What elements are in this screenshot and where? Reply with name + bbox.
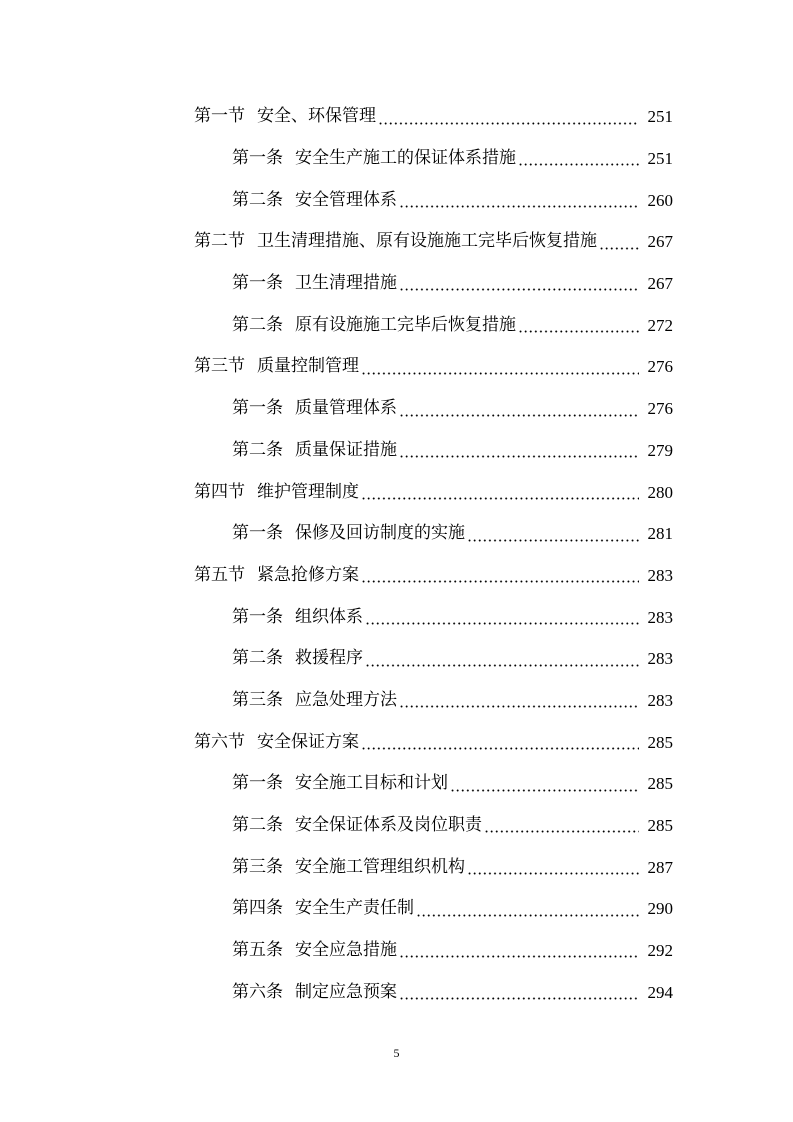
- toc-leader-dots: [399, 205, 639, 208]
- toc-entry-title: 卫生清理措施: [295, 273, 397, 294]
- toc-leader-dots: [467, 539, 639, 542]
- toc-entry-page: 283: [647, 565, 673, 585]
- toc-leader-dots: [399, 455, 639, 458]
- toc-entry[interactable]: [0, 846, 793, 888]
- toc-entry-number: 第二条: [232, 439, 283, 460]
- toc-entry-label: [232, 400, 397, 417]
- toc-entry-page: 280: [647, 482, 673, 502]
- toc-entry-page: 287: [647, 857, 673, 877]
- toc-entry-label: [232, 189, 397, 210]
- toc-entry[interactable]: [0, 96, 793, 138]
- toc-entry-title: 保修及回访制度的实施: [295, 523, 465, 544]
- toc-entry-page: 285: [647, 774, 673, 794]
- toc-entry-page: 272: [647, 315, 673, 335]
- toc-entry-label: [194, 358, 359, 375]
- toc-entry-number: 第二条: [232, 314, 283, 335]
- toc-entry-title: 质量控制管理: [257, 356, 359, 377]
- toc-leader-dots: [399, 414, 639, 417]
- toc-entry-title: 应急处理方法: [295, 689, 397, 710]
- toc-entry-label: [194, 108, 376, 125]
- toc-entry[interactable]: [0, 888, 793, 930]
- toc-leader-dots: [399, 997, 639, 1000]
- toc-entry-page: 276: [647, 357, 673, 377]
- toc-entry-page: 294: [647, 982, 673, 1002]
- toc-entry-page: 260: [647, 190, 673, 210]
- toc-entry-number: 第一条: [232, 606, 283, 627]
- toc-entry-number: 第一条: [232, 148, 283, 169]
- toc-leader-dots: [599, 247, 639, 250]
- table-of-contents: [0, 96, 793, 1013]
- toc-entry-label: [232, 942, 397, 959]
- toc-entry-number: 第六节: [194, 731, 245, 752]
- toc-leader-dots: [361, 372, 639, 375]
- toc-entry-number: 第四节: [194, 481, 245, 502]
- toc-entry-page: 267: [647, 232, 673, 252]
- toc-entry[interactable]: [0, 430, 793, 472]
- toc-entry-title: 卫生清理措施、原有设施施工完毕后恢复措施: [257, 231, 597, 252]
- toc-entry-number: 第三条: [232, 856, 283, 877]
- toc-entry-title: 安全、环保管理: [257, 106, 376, 127]
- toc-entry[interactable]: [0, 721, 793, 763]
- toc-entry-number: 第二条: [232, 815, 283, 836]
- toc-entry-number: 第一条: [232, 773, 283, 794]
- toc-leader-dots: [518, 163, 639, 166]
- toc-entry-label: [232, 856, 465, 877]
- toc-entry-page: 251: [647, 107, 673, 127]
- toc-entry[interactable]: [0, 680, 793, 722]
- toc-entry-number: 第三节: [194, 356, 245, 377]
- toc-entry[interactable]: [0, 930, 793, 972]
- toc-leader-dots: [365, 622, 639, 625]
- toc-entry-label: [232, 439, 397, 460]
- toc-entry[interactable]: [0, 513, 793, 555]
- toc-entry[interactable]: [0, 638, 793, 680]
- toc-leader-dots: [399, 288, 639, 291]
- toc-entry-title: 质量管理体系: [295, 398, 397, 419]
- toc-entry-title: 安全施工管理组织机构: [295, 856, 465, 877]
- toc-entry-title: 安全保证体系及岗位职责: [295, 815, 482, 836]
- toc-entry[interactable]: [0, 304, 793, 346]
- toc-leader-dots: [361, 497, 639, 500]
- toc-entry-page: 285: [647, 816, 673, 836]
- toc-entry-number: 第三条: [232, 689, 283, 710]
- toc-entry-page: 283: [647, 649, 673, 669]
- toc-entry-number: 第二节: [194, 231, 245, 252]
- toc-entry-page: 283: [647, 607, 673, 627]
- toc-entry-page: 281: [647, 524, 673, 544]
- toc-entry-title: 安全保证方案: [257, 731, 359, 752]
- toc-entry[interactable]: [0, 596, 793, 638]
- toc-leader-dots: [450, 789, 639, 792]
- toc-entry-number: 第五条: [232, 940, 283, 961]
- toc-entry-label: [232, 606, 363, 627]
- toc-entry-label: [194, 564, 359, 585]
- toc-entry-label: [232, 689, 397, 710]
- toc-entry[interactable]: [0, 263, 793, 305]
- toc-leader-dots: [484, 830, 639, 833]
- toc-entry-title: 安全应急措施: [295, 940, 397, 961]
- toc-leader-dots: [365, 664, 639, 667]
- toc-entry-title: 救援程序: [295, 648, 363, 669]
- toc-entry-label: [232, 650, 363, 667]
- toc-entry-page: 251: [647, 149, 673, 169]
- toc-entry-title: 安全管理体系: [295, 189, 397, 210]
- toc-entry[interactable]: [0, 471, 793, 513]
- toc-entry-number: 第五节: [194, 564, 245, 585]
- toc-entry-label: [232, 981, 397, 1002]
- toc-entry-page: 279: [647, 440, 673, 460]
- toc-entry-title: 原有设施施工完毕后恢复措施: [295, 314, 516, 335]
- toc-entry-title: 紧急抢修方案: [257, 564, 359, 585]
- toc-entry-number: 第二条: [232, 189, 283, 210]
- toc-entry-number: 第四条: [232, 898, 283, 919]
- toc-entry-title: 安全生产施工的保证体系措施: [295, 148, 516, 169]
- toc-entry-title: 质量保证措施: [295, 439, 397, 460]
- toc-leader-dots: [518, 330, 639, 333]
- toc-entry-page: 290: [647, 899, 673, 919]
- toc-entry-number: 第一条: [232, 523, 283, 544]
- toc-entry[interactable]: [0, 971, 793, 1013]
- page-number: 5: [393, 1046, 400, 1060]
- toc-entry-label: [194, 233, 597, 250]
- toc-entry-label: [232, 775, 448, 792]
- toc-entry-label: [232, 275, 397, 292]
- toc-entry-label: [232, 900, 414, 917]
- toc-entry-number: 第二条: [232, 648, 283, 669]
- toc-entry-page: 276: [647, 399, 673, 419]
- toc-entry-number: 第一节: [194, 106, 245, 127]
- toc-entry[interactable]: [0, 138, 793, 180]
- toc-entry-label: [232, 150, 516, 167]
- toc-entry-title: 制定应急预案: [295, 981, 397, 1002]
- toc-entry-number: 第一条: [232, 273, 283, 294]
- toc-entry[interactable]: [0, 555, 793, 597]
- toc-entry-title: 组织体系: [295, 606, 363, 627]
- toc-entry-label: [194, 731, 359, 752]
- toc-leader-dots: [378, 122, 639, 125]
- toc-entry[interactable]: [0, 179, 793, 221]
- toc-entry-page: 285: [647, 732, 673, 752]
- toc-leader-dots: [399, 955, 639, 958]
- toc-entry[interactable]: [0, 346, 793, 388]
- toc-entry[interactable]: [0, 805, 793, 847]
- toc-entry-title: 安全施工目标和计划: [295, 773, 448, 794]
- toc-leader-dots: [416, 914, 639, 917]
- toc-entry-title: 维护管理制度: [257, 481, 359, 502]
- toc-leader-dots: [361, 747, 639, 750]
- toc-entry-label: [232, 314, 516, 335]
- toc-entry-number: 第六条: [232, 981, 283, 1002]
- toc-entry-label: [232, 817, 482, 834]
- toc-entry-title: 安全生产责任制: [295, 898, 414, 919]
- toc-entry-page: 292: [647, 941, 673, 961]
- toc-entry[interactable]: [0, 763, 793, 805]
- toc-entry-number: 第一条: [232, 398, 283, 419]
- toc-entry-page: 267: [647, 274, 673, 294]
- toc-leader-dots: [361, 580, 639, 583]
- toc-entry-page: 283: [647, 690, 673, 710]
- toc-entry[interactable]: [0, 221, 793, 263]
- toc-leader-dots: [467, 872, 639, 875]
- toc-entry-label: [194, 481, 359, 502]
- toc-entry-label: [232, 525, 465, 542]
- toc-leader-dots: [399, 705, 639, 708]
- toc-entry[interactable]: [0, 388, 793, 430]
